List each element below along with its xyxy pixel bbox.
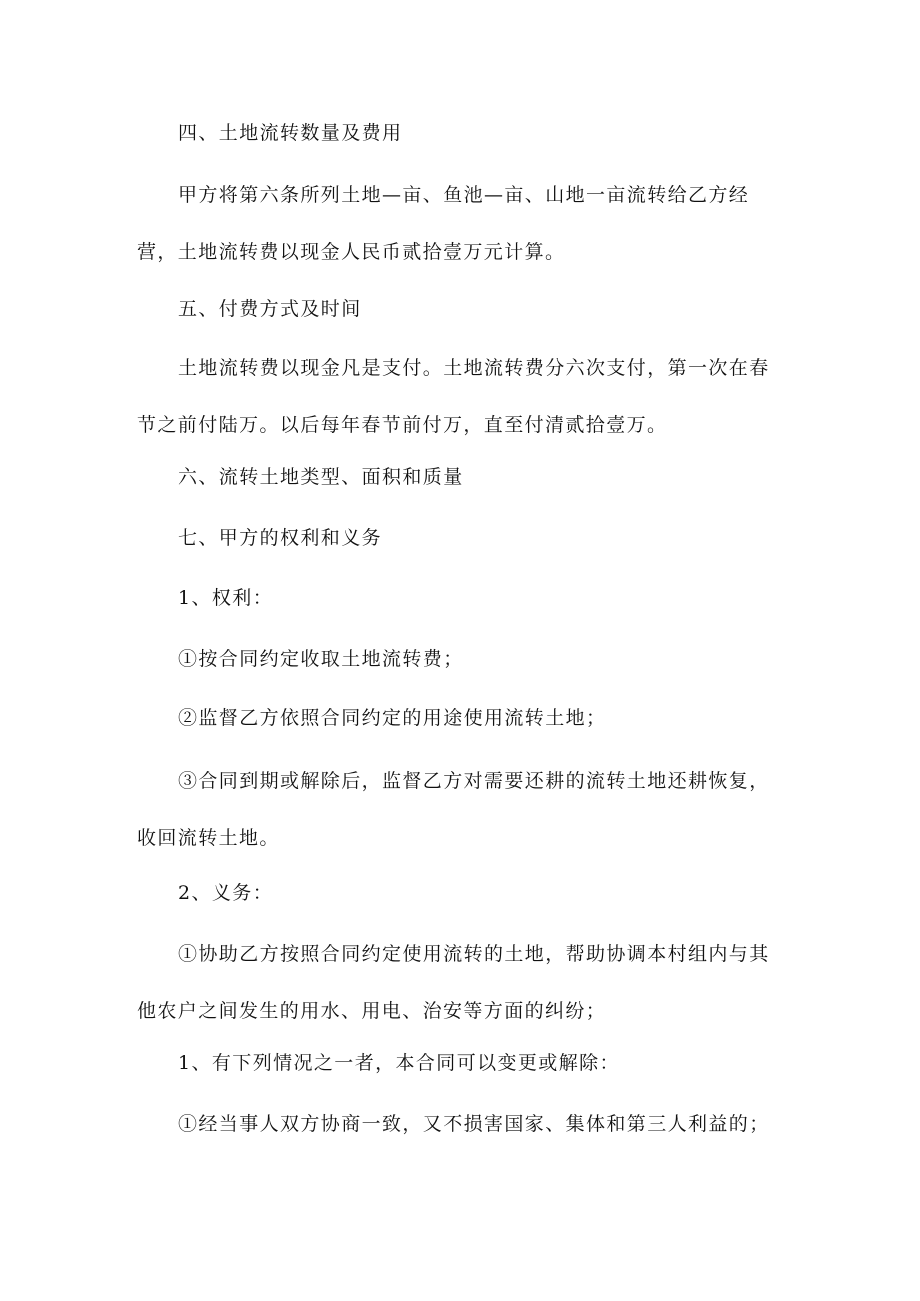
list-item-right-3: ③合同到期或解除后，监督乙方对需要还耕的流转土地还耕恢复，收回流转土地。 [137, 770, 770, 849]
list-item-obligation-1: ①协助乙方按照合同约定使用流转的土地，帮助协调本村组内与其他农户之间发生的用水、用电、治安等方面的纠纷； [137, 943, 770, 1022]
list-item-right-1: ①按合同约定收取土地流转费； [178, 648, 464, 670]
clause-change-termination: 1、有下列情况之一者，本合同可以变更或解除： [178, 1052, 620, 1074]
section-heading-7: 七、甲方的权利和义务 [178, 527, 383, 549]
paragraph-payment: 土地流转费以现金凡是支付。土地流转费分六次支付，第一次在春节之前付陆万。以后每年春节前付万，直至付清贰拾壹万。 [137, 357, 770, 436]
paragraph-land-quantity: 甲方将第六条所列土地—亩、鱼池—亩、山地一亩流转给乙方经营，土地流转费以现金人民币贰拾壹万元计算。 [137, 184, 750, 263]
section-heading-4: 四、土地流转数量及费用 [178, 122, 403, 144]
section-heading-5: 五、付费方式及时间 [178, 298, 362, 320]
section-heading-6: 六、流转土地类型、面积和质量 [178, 466, 464, 488]
subheading-rights: 1、权利： [178, 587, 274, 609]
list-item-right-2: ②监督乙方依照合同约定的用途使用流转土地； [178, 707, 607, 729]
list-item-condition-1: ①经当事人双方协商一致，又不损害国家、集体和第三人利益的； [178, 1113, 770, 1135]
subheading-obligations: 2、义务： [178, 882, 274, 904]
